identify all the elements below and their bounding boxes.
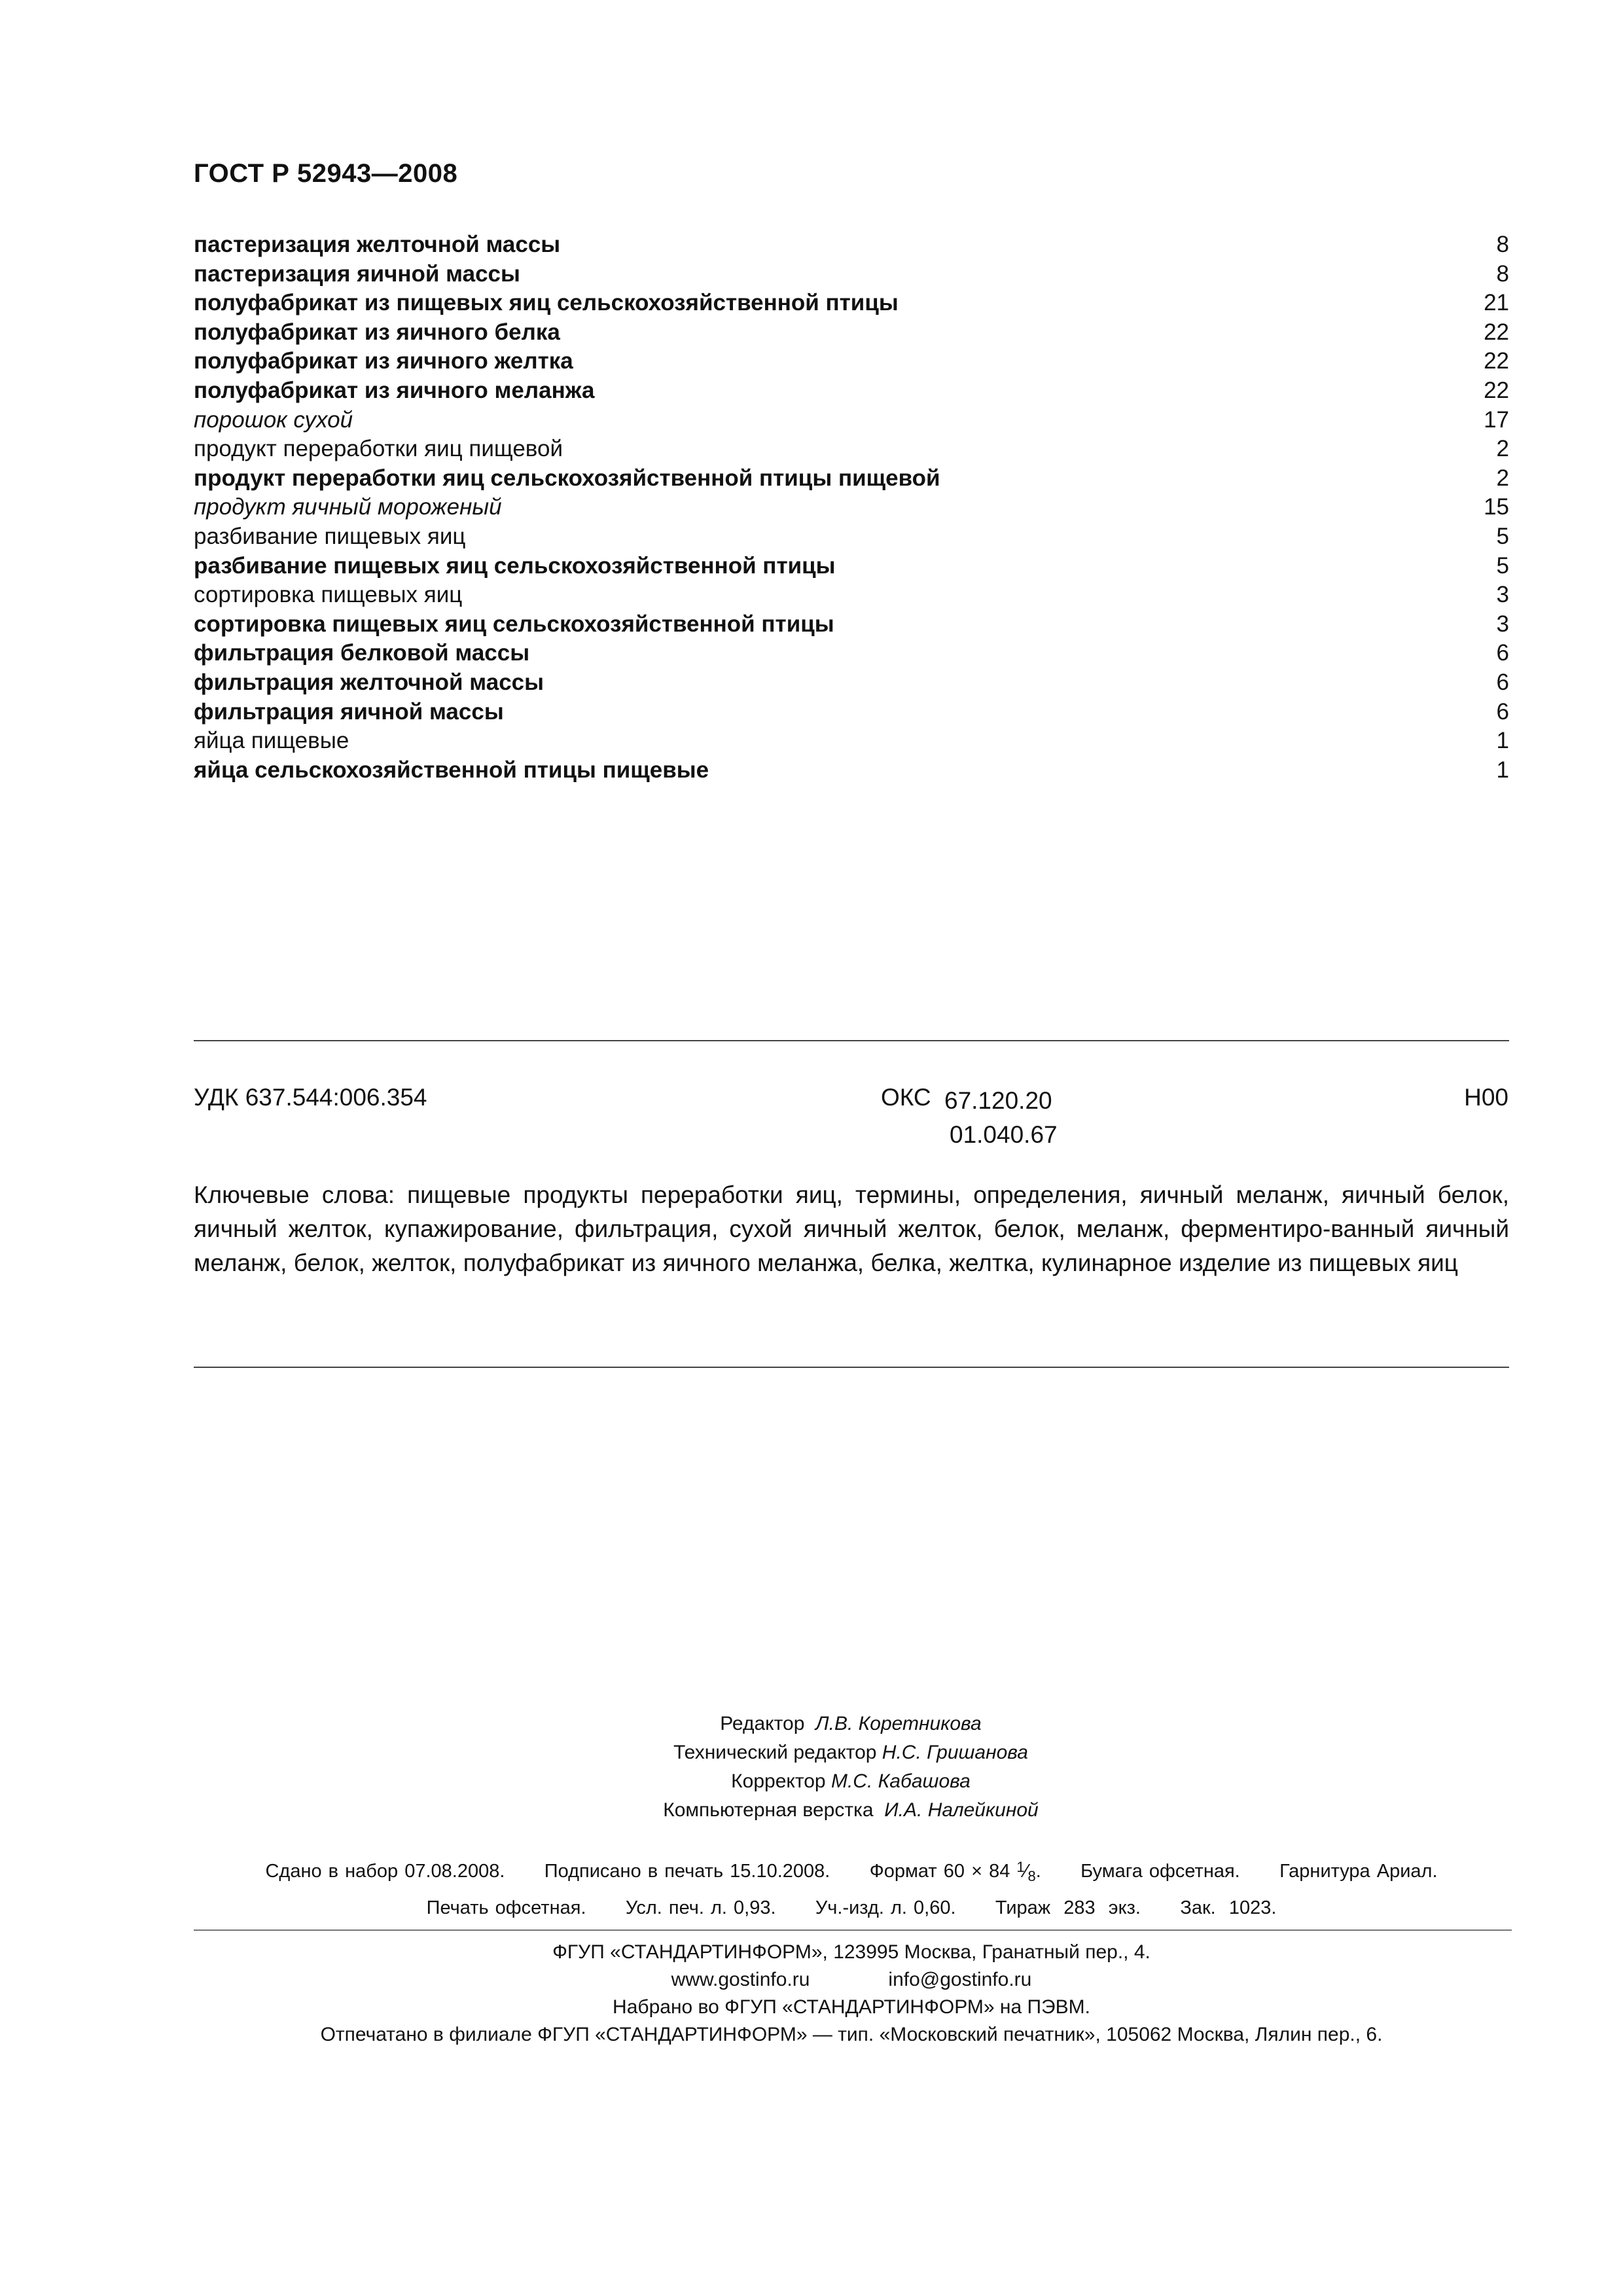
index-entry <box>194 318 1509 348</box>
publisher-address: ФГУП «СТАНДАРТИНФОРМ», 123995 Москва, Гранатный пер., 4. <box>552 1941 1150 1963</box>
paper-type: Бумага офсетная. <box>1080 1861 1240 1882</box>
index-term: фильтрация желточной массы <box>194 669 544 695</box>
udk-code: УДК 637.544:006.354 <box>194 1084 427 1111</box>
credit-line <box>0 1738 1623 1767</box>
index-term: фильтрация яичной массы <box>194 698 504 725</box>
paper-format: Формат 60 × 84 $^1⁄_8$. <box>869 1859 1041 1884</box>
publishing-sheets: Уч.-изд. л. 0,60. <box>815 1897 956 1918</box>
credit-role: Технический редактор <box>673 1742 877 1763</box>
index-page-number: 22 <box>1484 319 1509 345</box>
index-page-number: 1 <box>1496 728 1509 754</box>
index-term: порошок сухой <box>194 406 353 433</box>
format-label: Формат 60 × 84 <box>869 1861 1010 1882</box>
credit-role: Корректор <box>731 1770 826 1792</box>
printed-note: Отпечатано в филиале ФГУП «СТАНДАРТИНФОРМ» — тип. «Московский печатник», 105062 Москва, Лялин пер., 6. <box>320 2024 1383 2045</box>
print-info-line-2 <box>194 1897 1509 1919</box>
index-entry <box>194 639 1509 668</box>
index-term: полуфабрикат из яичного белка <box>194 319 560 345</box>
index-page-number: 5 <box>1496 552 1509 579</box>
index-entry <box>194 493 1509 522</box>
index-term: продукт яичный мороженый <box>194 494 502 520</box>
typeset-note: Набрано во ФГУП «СТАНДАРТИНФОРМ» на ПЭВМ. <box>613 1996 1090 2018</box>
index-term: фильтрация белковой массы <box>194 640 530 666</box>
index-page-number: 21 <box>1484 290 1509 316</box>
index-entry <box>194 522 1509 552</box>
index-entry <box>194 610 1509 639</box>
credit-role: Редактор <box>720 1713 805 1734</box>
index-term: пастеризация желточной массы <box>194 232 561 257</box>
index-entry <box>194 230 1509 260</box>
index-term: сортировка пищевых яиц сельскохозяйственной птицы <box>194 611 834 637</box>
bottom-divider <box>194 1367 1509 1368</box>
index-entry <box>194 698 1509 727</box>
credit-line <box>0 1710 1623 1738</box>
index-term: яйца пищевые <box>194 728 349 754</box>
index-term: сортировка пищевых яиц <box>194 582 463 608</box>
credit-line <box>0 1796 1623 1825</box>
alphabetical-index <box>194 230 1509 785</box>
publisher-block <box>194 1939 1509 2049</box>
signed-date: Подписано в печать 15.10.2008. <box>544 1861 830 1882</box>
index-page-number: 8 <box>1496 260 1509 287</box>
index-term: разбивание пищевых яиц сельскохозяйственной птицы <box>194 552 836 579</box>
index-page-number: 15 <box>1484 494 1509 520</box>
index-page-number: 6 <box>1496 640 1509 666</box>
credit-name: И.А. Налейкиной <box>884 1799 1039 1821</box>
index-page-number: 6 <box>1496 698 1509 725</box>
format-denominator: 8 <box>1027 1868 1036 1884</box>
index-page-number: 3 <box>1496 611 1509 637</box>
index-entry <box>194 464 1509 493</box>
index-entry <box>194 347 1509 376</box>
index-entry <box>194 581 1509 610</box>
format-numerator: 1 <box>1016 1859 1025 1875</box>
oks-code: 67.120.20 <box>944 1087 1052 1114</box>
index-page-number: 22 <box>1484 377 1509 403</box>
index-term: продукт переработки яиц сельскохозяйственной птицы пищевой <box>194 465 940 491</box>
print-run: Тираж 283 экз. <box>995 1897 1141 1918</box>
group-code: Н00 <box>1464 1084 1508 1111</box>
publisher-divider <box>194 1929 1512 1931</box>
publisher-contacts <box>194 1966 1509 1994</box>
index-page-number: 2 <box>1496 465 1509 491</box>
printing-method: Печать офсетная. <box>426 1897 586 1918</box>
index-entry <box>194 435 1509 464</box>
index-page-number: 1 <box>1496 757 1509 783</box>
oks-code: 01.040.67 <box>950 1121 1058 1148</box>
index-entry <box>194 289 1509 318</box>
print-info-line-1 <box>194 1859 1509 1885</box>
index-term: полуфабрикат из яичного желтка <box>194 348 573 374</box>
index-term: яйца сельскохозяйственной птицы пищевые <box>194 757 709 783</box>
keywords-paragraph: Ключевые слова: пищевые продукты переработки яиц, термины, определения, яичный меланж, яичный белок, яичный желток, купажирование, фильтрация, сухой яичный желток, белок, меланж, ферментиро-ванный яичный меланж, белок, желток, полуфабрикат из яичного меланжа, белка, желтка, кулинарное изделие из пищевых яиц <box>194 1181 1509 1276</box>
index-entry <box>194 668 1509 698</box>
index-entry <box>194 260 1509 289</box>
publisher-website[interactable]: www.gostinfo.ru <box>671 1969 810 1990</box>
typeface: Гарнитура Ариал. <box>1279 1861 1438 1882</box>
credit-line <box>0 1767 1623 1796</box>
index-term: полуфабрикат из яичного меланжа <box>194 377 595 403</box>
oks-codes <box>944 1084 1058 1152</box>
oks-label: ОКС <box>881 1084 931 1111</box>
index-page-number: 3 <box>1496 582 1509 608</box>
index-page-number: 17 <box>1484 406 1509 433</box>
credits-block <box>0 1710 1623 1825</box>
index-page-number: 5 <box>1496 523 1509 549</box>
index-page-number: 2 <box>1496 436 1509 462</box>
credit-name: Л.В. Коретникова <box>815 1713 982 1734</box>
index-entry <box>194 552 1509 581</box>
index-entry <box>194 726 1509 756</box>
order-number: Зак. 1023. <box>1180 1897 1277 1918</box>
credit-name: М.С. Кабашова <box>830 1770 971 1792</box>
index-term: пастеризация яичной массы <box>194 260 520 287</box>
index-page-number: 22 <box>1484 348 1509 374</box>
submitted-date: Сдано в набор 07.08.2008. <box>265 1861 505 1882</box>
index-entry <box>194 406 1509 435</box>
top-divider <box>194 1040 1509 1041</box>
index-entry <box>194 376 1509 406</box>
index-page-number: 8 <box>1496 232 1509 257</box>
credit-name: Н.С. Гришанова <box>882 1742 1028 1763</box>
index-term: продукт переработки яиц пищевой <box>194 436 563 462</box>
publisher-email[interactable]: info@gostinfo.ru <box>888 1969 1032 1990</box>
index-entry <box>194 756 1509 785</box>
print-sheets: Усл. печ. л. 0,93. <box>625 1897 776 1918</box>
index-term: разбивание пищевых яиц <box>194 523 466 549</box>
index-page-number: 6 <box>1496 669 1509 695</box>
index-term: полуфабрикат из пищевых яиц сельскохозяйственной птицы <box>194 290 899 316</box>
document-header: ГОСТ Р 52943—2008 <box>194 159 458 188</box>
credit-role: Компьютерная верстка <box>663 1799 874 1821</box>
